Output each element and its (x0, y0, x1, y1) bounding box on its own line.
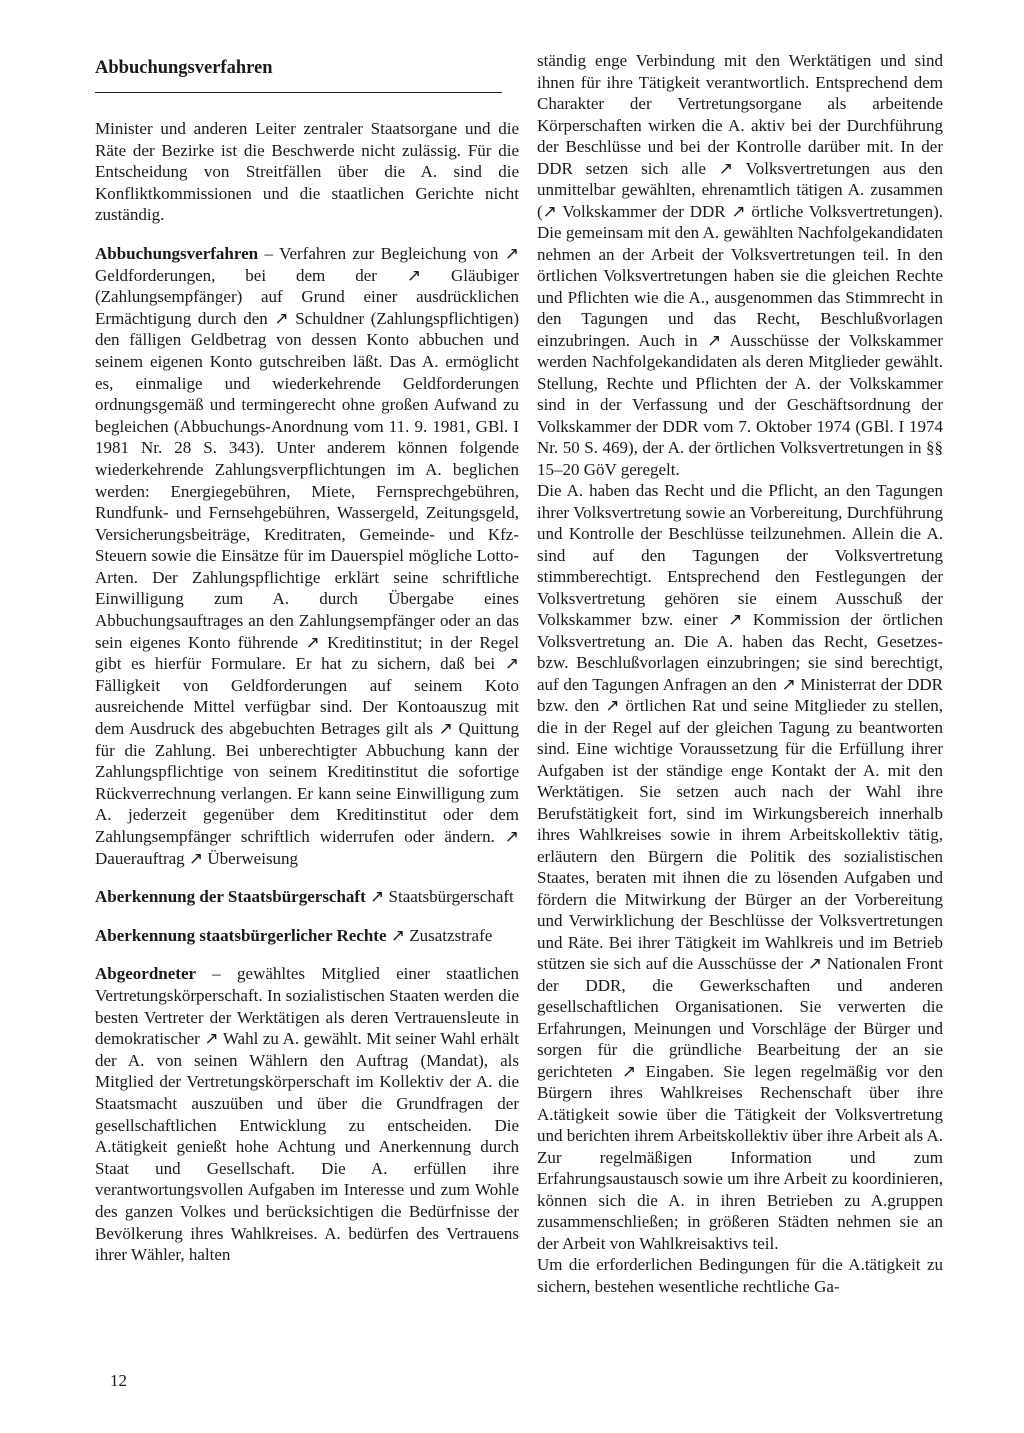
left-column (95, 118, 519, 1266)
header-rule (95, 92, 502, 93)
entry-headword: Abgeordneter (95, 964, 197, 984)
right-column (537, 50, 943, 1297)
entry-headword: Aberkennung staatsbürgerlicher Rechte (95, 925, 387, 945)
body-paragraph: ständig enge Verbindung mit den Werktätigen und sind ihnen für ihre Tätigkeit verantwortlich. Entsprechend dem Charakter der Vertretungsorgane als arbeitende Körperschaften wirken die A. aktiv bei der Durchführung der Beschlüsse und bei der Kontrolle darüber mit. In der DDR setzen sich alle ↗ Volksvertretungen aus den unmittelbar gewählten, ehrenamtlich tätigen A. zusammen (↗ Volkskammer der DDR ↗ örtliche Volksvertretungen). Die gemeinsam mit den A. gewählten Nachfolgekandidaten nehmen an der Arbeit der Volksvertretungen teil. In den örtlichen Volksvertretungen haben sie die gleichen Rechte und Pflichten wie die A., ausgenommen das Stimmrecht in den Tagungen und das Recht, Beschlußvorlagen einzubringen. Auch in ↗ Ausschüsse der Volkskammer werden Nachfolgekandidaten als deren Mitglieder gewählt. Stellung, Rechte und Pflichten der A. der Volkskammer sind in der Verfassung und der Geschäftsordnung der Volkskammer der DDR vom 7. Oktober 1974 (GBl. I 1974 Nr. 50 S. 469), der A. der örtlichen Volksvertretungen in §§ 15–20 GöV geregelt. (537, 51, 943, 479)
body-paragraph: Um die erforderlichen Bedingungen für die A.tätigkeit zu sichern, bestehen wesentliche rechtliche Ga- (537, 1255, 943, 1296)
entry-text: – gewähltes Mitglied einer staatlichen Vertretungskörperschaft. In sozialistischen Staaten werden die besten Vertreter der Werktätigen als deren Vertrauensleute in demokratischer ↗ Wahl zu A. gewählt. Mit seiner Wahl erhält der A. von seinen Wählern den Auftrag (Mandat), als Mitglied der Vertretungskörperschaft im Kollektiv der A. die Staatsmacht auszuüben und über die Grundfragen der gesellschaftlichen Entwicklung zu entscheiden. Die A.tätigkeit genießt hohe Achtung und Anerkennung durch Staat und Gesellschaft. Die A. erfüllen ihre verantwortungsvollen Aufgaben im Interesse und zum Wohle des ganzen Volkes und berücksichtigen die Bedürfnisse der Bevölkerung ihres Wahlkreises. A. bedürfen des Vertrauens ihrer Wähler, halten (95, 964, 519, 1265)
entry-abbuchungsverfahren (95, 243, 519, 869)
entry-text: ↗ Zusatzstrafe (386, 925, 493, 945)
page-number: 12 (110, 1371, 127, 1390)
running-head: Abbuchungsverfahren (95, 58, 273, 78)
entry-abgeordneter (95, 963, 519, 1265)
entry-headword: Aberkennung der Staatsbürgerschaft (95, 887, 366, 907)
continuation-paragraph: Minister und anderen Leiter zentraler Staatsorgane und die Räte der Bezirke ist die Beschwerde nicht zulässig. Für die Entscheidung von Streitfällen über die A. sind die Konfliktkommissionen und die staatlichen Gerichte nicht zuständig. (95, 119, 519, 225)
entry-headword: Abbuchungsverfahren (95, 243, 259, 263)
body-paragraph: Die A. haben das Recht und die Pflicht, an den Tagungen ihrer Volksvertretung sowie an Vorbereitung, Durchführung und Kontrolle der Beschlüsse teilzunehmen. Allein die A. sind auf den Tagungen der Volksvertretung stimmberechtigt. Entsprechend den Festlegungen der Volksvertretung gehören sie einem Ausschuß der Volkskammer bzw. einer ↗ Kommission der örtlichen Volksvertretung an. Die A. haben das Recht, Gesetzes- bzw. Beschlußvorlagen einzubringen; sie sind berechtigt, auf den Tagungen Anfragen an den ↗ Ministerrat der DDR bzw. den ↗ örtlichen Rat und seine Mitglieder zu stellen, die in der Regel auf der gleichen Tagung zu beantworten sind. Eine wichtige Voraussetzung für die Erfüllung ihrer Aufgaben ist der ständige enge Kontakt der A. mit den Werktätigen. Sie setzen auch nach der Wahl ihre Berufstätigkeit fort, sind im Wirkungsbereich innerhalb ihres Wahlkreises sowie in ihrem Arbeitskollektiv tätig, erläutern den Bürgern die Politik des sozialistischen Staates, beraten mit ihnen die zu lösenden Aufgaben und fördern die Mitwirkung der Bürger an der Vorbereitung und Verwirklichung der Beschlüsse der Volksvertretungen und Räte. Bei ihrer Tätigkeit im Wahlkreis und im Betrieb stützen sie sich auf die Ausschüsse der ↗ Nationalen Front der DDR, die Gewerkschaften und anderen gesellschaftlichen Organisationen. Sie verwerten die Erfahrungen, Meinungen und Vorschläge der Bürger und sorgen für die gründliche Bearbeitung der an sie gerichteten ↗ Eingaben. Sie legen regelmäßig vor den Bürgern ihres Wahlkreises Rechenschaft über ihre A.tätigkeit sowie über die Tätigkeit der Volksvertretung und berichten ihrem Arbeitskollektiv über ihre Arbeit als A. Zur regelmäßigen Information und zum Erfahrungsaustausch sowie um ihre Arbeit zu koordinieren, können sich die A. in ihren Betrieben zu A.gruppen zusammenschließen; in größeren Städten nehmen sie an der Arbeit von Wahlkreisaktivs teil. (537, 481, 943, 1253)
entry-aberkennung-rechte (95, 925, 519, 947)
entry-aberkennung-staatsbuergerschaft (95, 886, 519, 908)
entry-text: – Verfahren zur Begleichung von ↗ Geldforderungen, bei dem der ↗ Gläubiger (Zahlungsempfänger) auf Grund einer ausdrücklichen Ermächtigung durch den ↗ Schuldner (Zahlungspflichtigen) den fälligen Geldbetrag von dessen Konto abbuchen und seinem eigenen Konto gutschreiben läßt. Das A. ermöglicht es, einmalige und wiederkehrende Geldforderungen ordnungsgemäß und termingerecht ohne großen Aufwand zu begleichen (Abbuchungs-Anordnung vom 11. 9. 1981, GBl. I 1981 Nr. 28 S. 343). Unter anderem können folgende wiederkehrende Zahlungsverpflichtungen im A. beglichen werden: Energiegebühren, Miete, Fernsprechgebühren, Rundfunk- und Fernsehgebühren, Wassergeld, Zeitungsgeld, Versicherungsbeiträge, Kreditraten, Gemeinde- und Kfz-Steuern sowie die Einsätze für im Dauerspiel mögliche Lotto-Arten. Der Zahlungspflichtige erklärt seine schriftliche Einwilligung zum A. durch Übergabe eines Abbuchungsauftrages an den Zahlungsempfänger oder an das sein eigenes Konto führende ↗ Kreditinstitut; in der Regel gibt es hierfür Formulare. Er hat zu sichern, daß bei ↗ Fälligkeit von Geldforderungen auf seinem Koto ausreichende Mittel verfügbar sind. Der Kontoauszug mit dem Ausdruck des abgebuchten Betrages gilt als ↗ Quittung für die Zahlung. Bei unberechtigter Abbuchung kann der Zahlungspflichtige von seinem Kreditinstitut die sofortige Rückverrechnung verlangen. Er kann seine Einwilligung zum A. jederzeit gegenüber dem Kreditinstitut oder dem Zahlungsempfänger schriftlich widerrufen oder ändern. ↗ Dauerauftrag ↗ Überweisung (95, 243, 519, 868)
entry-text: ↗ Staatsbürgerschaft (365, 887, 514, 907)
